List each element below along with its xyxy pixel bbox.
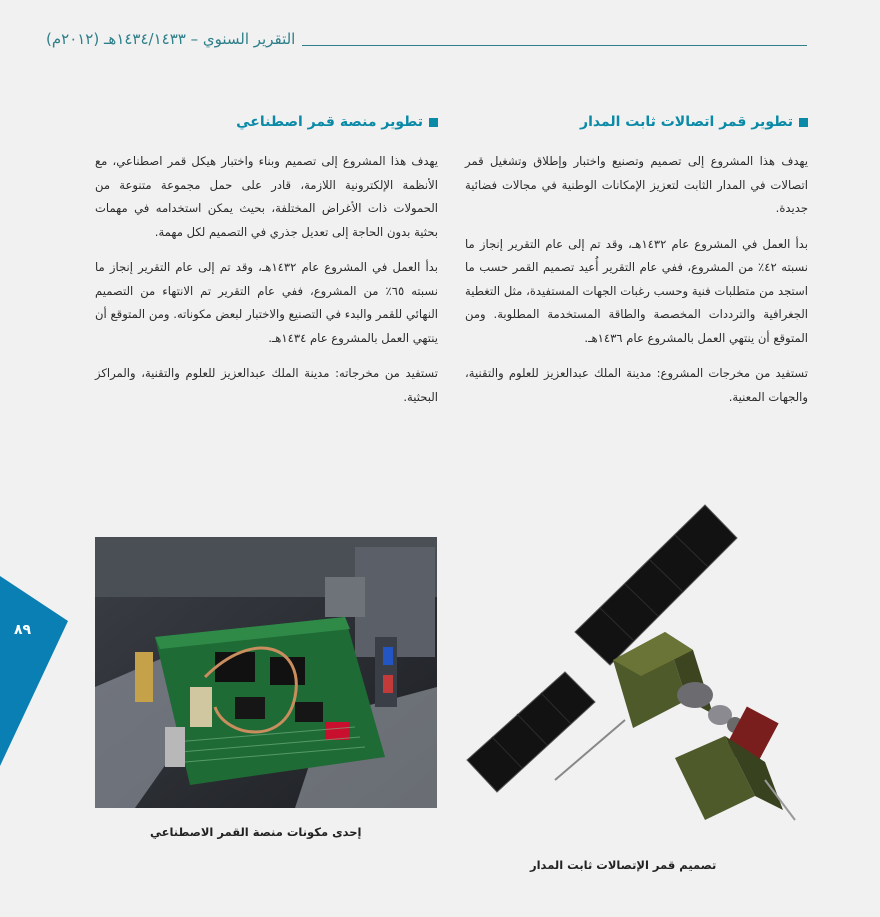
header-rule [302, 45, 807, 46]
paragraph: تستفيد من مخرجات المشروع: مدينة الملك عبدالعزيز للعلوم والتقنية، والجهات المعنية. [465, 366, 808, 404]
section-satellite-platform [95, 112, 438, 421]
bullet-square-icon [799, 118, 808, 127]
page-number-tab [0, 576, 70, 766]
left-photo-caption: إحدى مكونات منصة القمر الاصطناعي [150, 825, 362, 839]
circuit-board-illustration [95, 537, 437, 808]
section-heading-text: تطوير منصة قمر اصطناعي [236, 114, 423, 130]
paragraph: بدأ العمل في المشروع عام ١٤٣٢هـ، وقد تم إلى عام التقرير إنجاز ما نسبته ٤٢٪ من المشروع، ففي عام التقرير أُعيد تصميم القمر حسب ما استجد من متطلبات فنية وحسب رغبات الجهات المستفيدة، مثل التغطية الجغرافية والترددات المخصصة والطاقة المستخدمة المطلوبة. ومن المتوقع أن ينتهي العمل بالمشروع عام ١٤٣٦هـ. [465, 236, 809, 345]
circuit-board-photo [95, 537, 437, 808]
satellite-illustration [465, 500, 808, 840]
paragraph: بدأ العمل في المشروع عام ١٤٣٢هـ، وقد تم إلى عام التقرير إنجاز ما نسبته ٦٥٪ من المشروع، ففي عام التقرير تم الانتهاء من التصميم النهائي للقمر والبدء في التصنيع والاختبار لبعض مكوناته. ومن المتوقع أن ينتهي العمل بالمشروع عام ١٤٣٤هـ. [95, 260, 438, 345]
section-heading [95, 112, 438, 132]
section-heading [465, 112, 808, 132]
paragraph: يهدف هذا المشروع إلى تصميم وتصنيع واختبار وإطلاق وتشغيل قمر اتصالات في المدار الثابت لتعزيز الإمكانات الوطنية في مجالات فضائية جديدة. [465, 154, 808, 215]
geo-satellite-drawing [465, 500, 808, 840]
report-header-title: التقرير السنوي – ١٤٣٤/١٤٣٣هـ (٢٠١٢م) [46, 30, 296, 48]
page-number: ٨٩ [14, 622, 32, 638]
paragraph: تستفيد من مخرجاته: مدينة الملك عبدالعزيز للعلوم والتقنية، والمراكز البحثية. [95, 366, 438, 404]
paragraph: يهدف هذا المشروع إلى تصميم وبناء واختبار هيكل قمر اصطناعي، مع الأنظمة الإلكترونية اللازمة، قادر على حمل مجموعة متنوعة من الحمولات ذات الأغراض المختلفة، بحيث يمكن استخدامه في مهمات بحثية بدون الحاجة إلى تعديل جذري في التصميم لكل مهمة. [95, 154, 438, 239]
bullet-square-icon [429, 118, 438, 127]
section-heading-text: تطوير قمر اتصالات ثابت المدار [580, 114, 793, 130]
section-geo-comm-satellite [465, 112, 808, 421]
right-photo-caption: تصميم قمر الإتصالات ثابت المدار [530, 858, 717, 872]
